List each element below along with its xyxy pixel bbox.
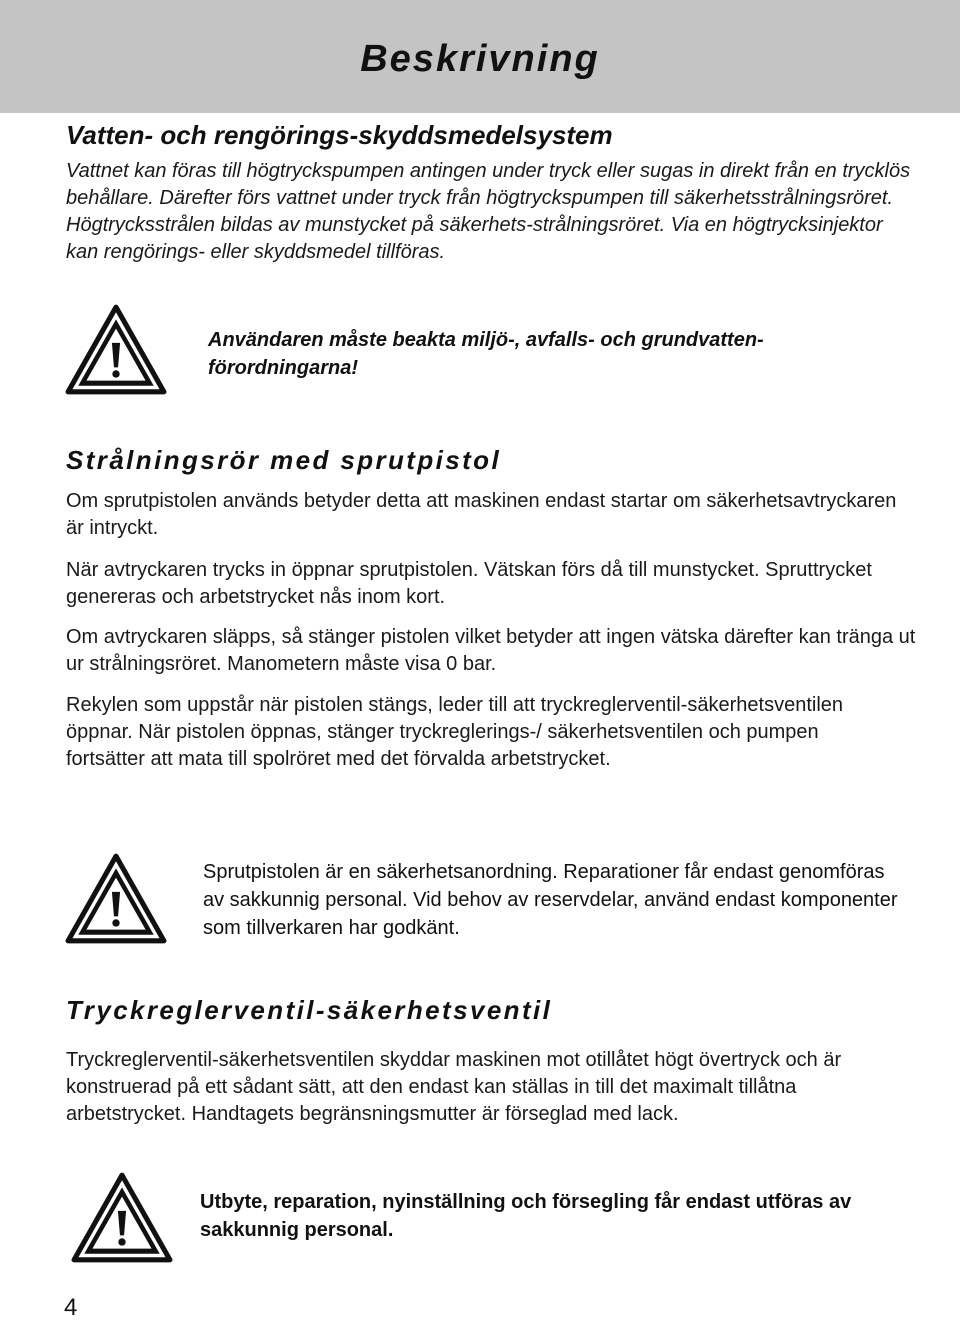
page-number: 4 [64,1294,78,1321]
section-paragraph: Om sprutpistolen används betyder detta att maskinen endast startar om säkerhetsavtryckaren är intryckt. [66,490,897,539]
warning-triangle-icon [65,304,167,396]
warning-triangle-icon [65,853,167,945]
page-title: Beskrivning [360,38,600,80]
warning-message-valve: Utbyte, reparation, nyinställning och försegling får endast utföras av sakkunnig personal. [200,1191,852,1241]
section-heading-spray-gun: Strålningsrör med sprutpistol [66,445,502,475]
section-paragraph: Om avtryckaren släpps, så stänger pistolen vilket betyder att ingen vätska därefter kan tränga ut ur strålningsröret. Manometern måste visa 0 bar. [66,626,916,675]
warning-message-spray-gun: Sprutpistolen är en säkerhetsanordning. Reparationer får endast genomföras av sakkunnig personal. Vid behov av reservdelar, använd endast komponenter som tillverkaren har godkänt. [203,861,898,939]
section-paragraph: Rekylen som uppstår när pistolen stängs, leder till att tryckreglerventil-säkerhetsventilen öppnar. När pistolen öppnas, stänger tryckreglerings-/ säkerhetsventilen och pumpen fortsätter att mata till spolröret med det förvalda arbetstrycket. [66,694,844,770]
section-paragraph: Tryckreglerventil-säkerhetsventilen skyddar maskinen mot otillåtet högt övertryck och är konstruerad på ett sådant sätt, att den endast kan ställas in till det maximalt tillåtna arbetstrycket. Handtagets begränsningsmutter är förseglad med lack. [66,1049,842,1125]
section-heading-water-system: Vatten- och rengörings-skyddsmedelsystem [66,120,613,150]
header-band [0,0,960,113]
section-heading-pressure-valve: Tryckreglerventil-säkerhetsventil [66,995,553,1025]
section-paragraph: När avtryckaren trycks in öppnar sprutpistolen. Vätskan förs då till munstycket. Spruttrycket genereras och arbetstrycket nås inom kort. [66,559,872,608]
warning-triangle-icon [71,1172,173,1264]
warning-message-environment: Användaren måste beakta miljö-, avfalls- och grundvatten-förordningarna! [208,329,764,379]
section-paragraph: Vattnet kan föras till högtryckspumpen antingen under tryck eller sugas in direkt från en trycklös behållare. Därefter förs vattnet under tryck från högtryckspumpen till säkerhetsstrålningsröret. Högtrycksstrålen bildas av munstycket på säkerhets-strålningsröret. Via en högtrycksinjektor kan rengörings- eller skyddsmedel tillföras. [66,160,911,263]
